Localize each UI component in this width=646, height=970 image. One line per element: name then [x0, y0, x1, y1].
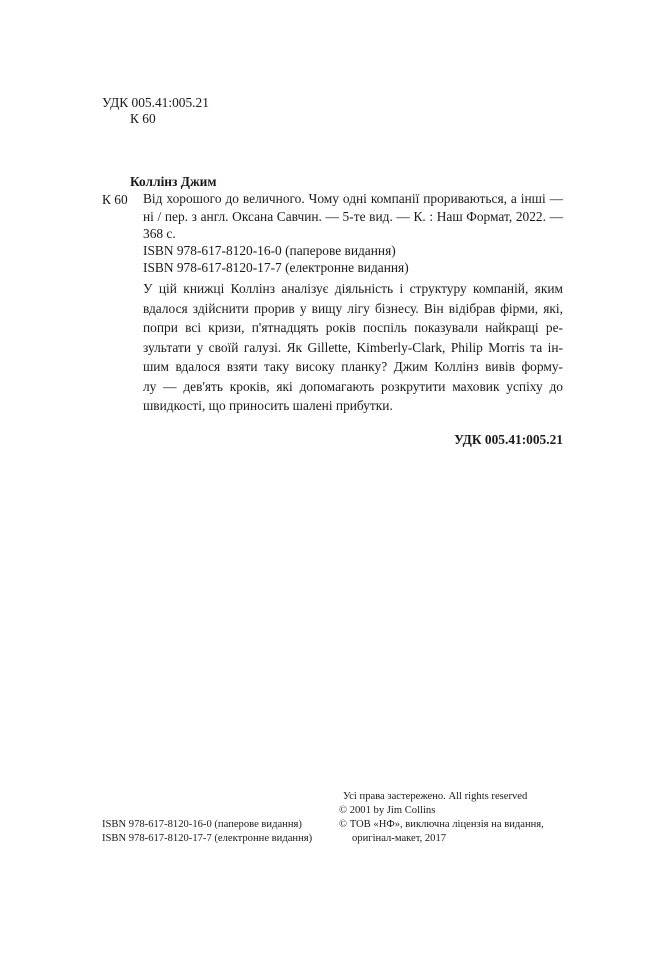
library-code: К 60 — [102, 192, 128, 207]
footer-isbn-electronic: ISBN 978-617-8120-17-7 (електронне видання) — [102, 833, 313, 844]
annotation-line-1: У цій книжці Коллінз аналізує діяльність і структуру компаній, яким — [143, 281, 563, 296]
annotation-line-7: швидкості, що приносить шалені прибутки. — [143, 398, 393, 413]
bib-line-3: 368 с. — [143, 226, 176, 241]
annotation-line-5: шим вдалося взяти таку високу планку? Джим Коллінз вивів форму- — [143, 359, 563, 375]
annotation-line-4: зультати у своїй галузі. Як Gillette, Kimberly-Clark, Philip Morris та ін- — [143, 339, 563, 355]
rights-line-2: © 2001 by Jim Collins — [339, 805, 436, 816]
rights-line-4: оригінал-макет, 2017 — [352, 833, 447, 844]
bib-line-2: ні / пер. з англ. Оксана Савчин. — 5-те вид. — К. : Наш Формат, 2022. — — [143, 208, 563, 224]
rights-line-3: © ТОВ «НФ», виключна ліцензія на видання, — [339, 819, 544, 830]
author-name: Коллінз Джим — [130, 174, 217, 189]
annotation-line-3: попри всі кризи, п'ятнадцять років поспіль показували найкращі ре- — [143, 320, 563, 336]
udk-header: УДК 005.41:005.21 — [102, 95, 209, 110]
annotation-line-2: вдалося здійснити прорив у вищу лігу бізнесу. Він відібрав фірми, які, — [143, 300, 563, 316]
entry-isbn-paper: ISBN 978-617-8120-16-0 (паперове видання) — [143, 243, 396, 258]
entry-isbn-electronic: ISBN 978-617-8120-17-7 (електронне видання) — [143, 260, 409, 275]
bib-line-1: Від хорошого до величного. Чому одні компанії прориваються, а інші — — [143, 191, 563, 206]
annotation-line-6: лу — дев'ять кроків, які допомагають розкрутити маховик успіху до — [143, 379, 563, 394]
rights-line-1: Усі права застережено. All rights reserved — [343, 791, 528, 802]
library-code-header: К 60 — [130, 111, 156, 126]
footer-isbn-paper: ISBN 978-617-8120-16-0 (паперове видання) — [102, 819, 302, 830]
udk-bottom: УДК 005.41:005.21 — [454, 432, 563, 447]
